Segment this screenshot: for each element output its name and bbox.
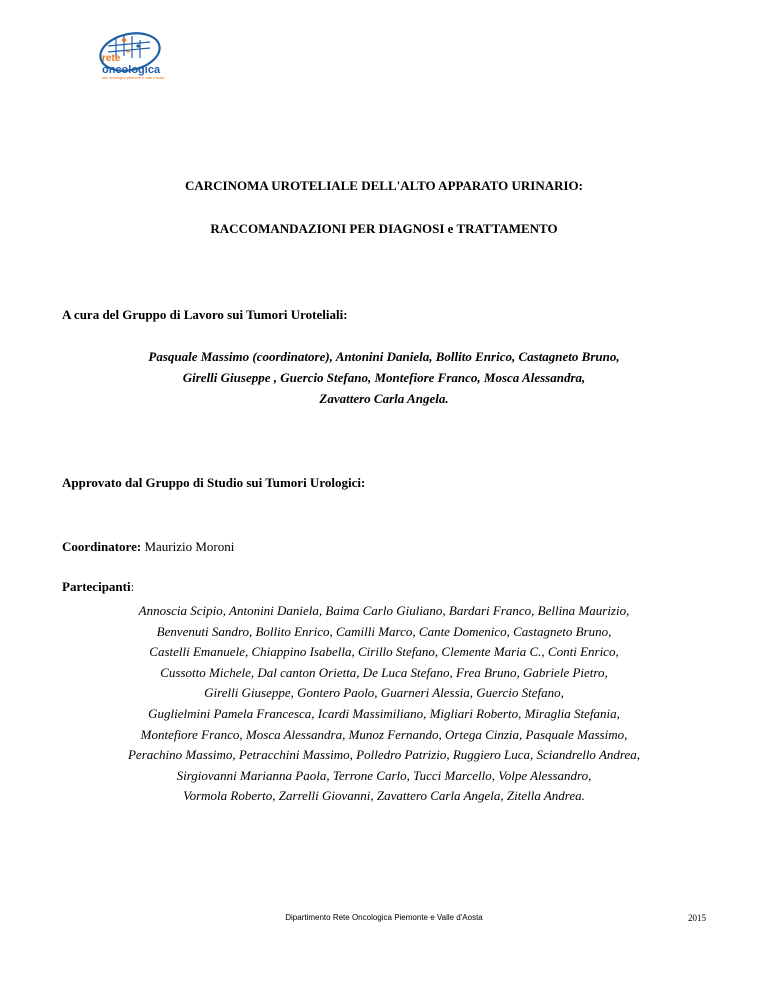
coordinatore-label: Coordinatore: bbox=[62, 539, 142, 554]
partecipanti-colon: : bbox=[130, 579, 135, 594]
cura-authors-line: Pasquale Massimo (coordinatore), Antonini Daniela, Bollito Enrico, Castagneto Bruno, bbox=[148, 349, 620, 364]
svg-text:+: + bbox=[126, 49, 131, 56]
document-title-line1: CARCINOMA UROTELIALE DELL'ALTO APPARATO URINARIO: bbox=[184, 178, 583, 193]
cura-authors-line: Girelli Giuseppe , Guercio Stefano, Montefiore Franco, Mosca Alessandra, bbox=[182, 370, 586, 385]
partecipanti-line: Vormola Roberto, Zarrelli Giovanni, Zavattero Carla Angela, Zitella Andrea. bbox=[183, 788, 585, 804]
partecipanti-line: Perachino Massimo, Petracchini Massimo, Polledro Patrizio, Ruggiero Luca, Sciandrello Andrea, bbox=[127, 747, 640, 763]
partecipanti-list bbox=[0, 601, 768, 807]
partecipanti-line: Sirgiovanni Marianna Paola, Terrone Carlo, Tucci Marcello, Volpe Alessandro, bbox=[176, 767, 592, 783]
partecipanti-line: Annoscia Scipio, Antonini Daniela, Baima Carlo Giuliano, Bardari Franco, Bellina Maurizio, bbox=[138, 603, 630, 618]
logo-rete-text: rete bbox=[102, 53, 121, 64]
footer-year: 2015 bbox=[688, 913, 706, 923]
logo-oncologica-text: oncologica bbox=[102, 64, 161, 76]
partecipanti-label: Partecipanti bbox=[62, 579, 131, 594]
logo-tagline: rete oncologica piemonte e valle d'aosta bbox=[102, 76, 165, 80]
cura-authors bbox=[0, 346, 768, 409]
rete-oncologica-logo bbox=[94, 28, 174, 94]
document-title-line2: RACCOMANDAZIONI PER DIAGNOSI e TRATTAMENTO bbox=[210, 221, 558, 236]
approvato-heading: Approvato dal Gruppo di Studio sui Tumori Urologici: bbox=[62, 475, 366, 490]
partecipanti-heading bbox=[62, 579, 134, 595]
partecipanti-line: Castelli Emanuele, Chiappino Isabella, Cirillo Stefano, Clemente Maria C., Conti Enrico, bbox=[149, 644, 619, 660]
partecipanti-line: Montefiore Franco, Mosca Alessandra, Munoz Fernando, Ortega Cinzia, Pasquale Massimo, bbox=[140, 726, 628, 742]
coordinatore-name: Maurizio Moroni bbox=[141, 539, 235, 554]
footer-department: Dipartimento Rete Oncologica Piemonte e Valle d'Aosta bbox=[285, 913, 483, 922]
cura-heading: A cura del Gruppo di Lavoro sui Tumori Uroteliali: bbox=[62, 307, 348, 322]
partecipanti-line: Benvenuti Sandro, Bollito Enrico, Camilli Marco, Cante Domenico, Castagneto Bruno, bbox=[156, 623, 612, 639]
cura-authors-line: Zavattero Carla Angela. bbox=[319, 391, 449, 406]
coordinatore bbox=[62, 539, 234, 555]
partecipanti-line: Cussotto Michele, Dal canton Orietta, De Luca Stefano, Frea Bruno, Gabriele Pietro, bbox=[160, 664, 608, 680]
partecipanti-line: Guglielmini Pamela Francesca, Icardi Massimiliano, Migliari Roberto, Miraglia Stefania, bbox=[148, 705, 620, 721]
partecipanti-line: Girelli Giuseppe, Gontero Paolo, Guarneri Alessia, Guercio Stefano, bbox=[204, 685, 564, 701]
